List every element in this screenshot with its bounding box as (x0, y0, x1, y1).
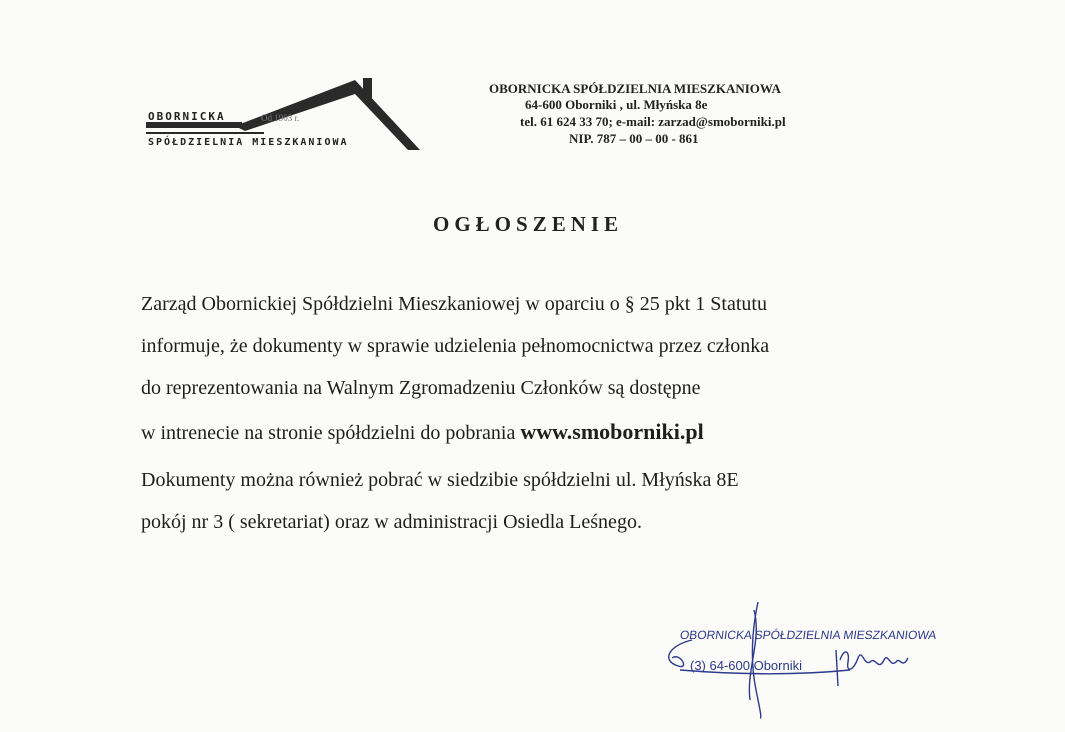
body-line: pokój nr 3 ( sekretariat) oraz w administracji Osiedla Leśnego. (141, 511, 642, 533)
org-name: OBORNICKA SPÓŁDZIELNIA MIESZKANIOWA (489, 81, 781, 96)
org-address: 64-600 Oborniki , ul. Młyńska 8e (525, 97, 708, 112)
logo-since: Od 1903 r. (261, 113, 300, 123)
website-link[interactable]: www.smoborniki.pl (520, 419, 704, 444)
logo-line1: OBORNICKA (148, 110, 226, 123)
body-line: informuje, że dokumenty w sprawie udzielenia pełnomocnictwa przez członka (141, 335, 770, 357)
logo-line2: SPÓŁDZIELNIA MIESZKANIOWA (148, 137, 349, 148)
body-line: Zarząd Obornickiej Spółdzielni Mieszkaniowej w oparciu o § 25 pkt 1 Statutu (141, 293, 767, 315)
stamp-signature (650, 600, 938, 720)
cooperative-logo (140, 76, 430, 158)
body-line-text: w intrenecie na stronie spółdzielni do pobrania (141, 422, 521, 444)
stamp-org-name: OBORNICKA SPÓŁDZIELNIA MIESZKANIOWA (679, 628, 938, 642)
announcement-title: OGŁOSZENIE (433, 212, 624, 236)
body-line: Dokumenty można również pobrać w siedzibie spółdzielni ul. Młyńska 8E (141, 469, 739, 491)
org-phone-email: tel. 61 624 33 70; e-mail: zarzad@smoborniki.pl (520, 114, 786, 129)
body-line (141, 419, 704, 445)
body-line: do reprezentowania na Walnym Zgromadzeniu Członków są dostępne (141, 377, 701, 399)
org-nip: NIP. 787 – 00 – 00 - 861 (569, 131, 699, 146)
stamp-address: (3) 64-600 Oborniki (690, 658, 802, 673)
